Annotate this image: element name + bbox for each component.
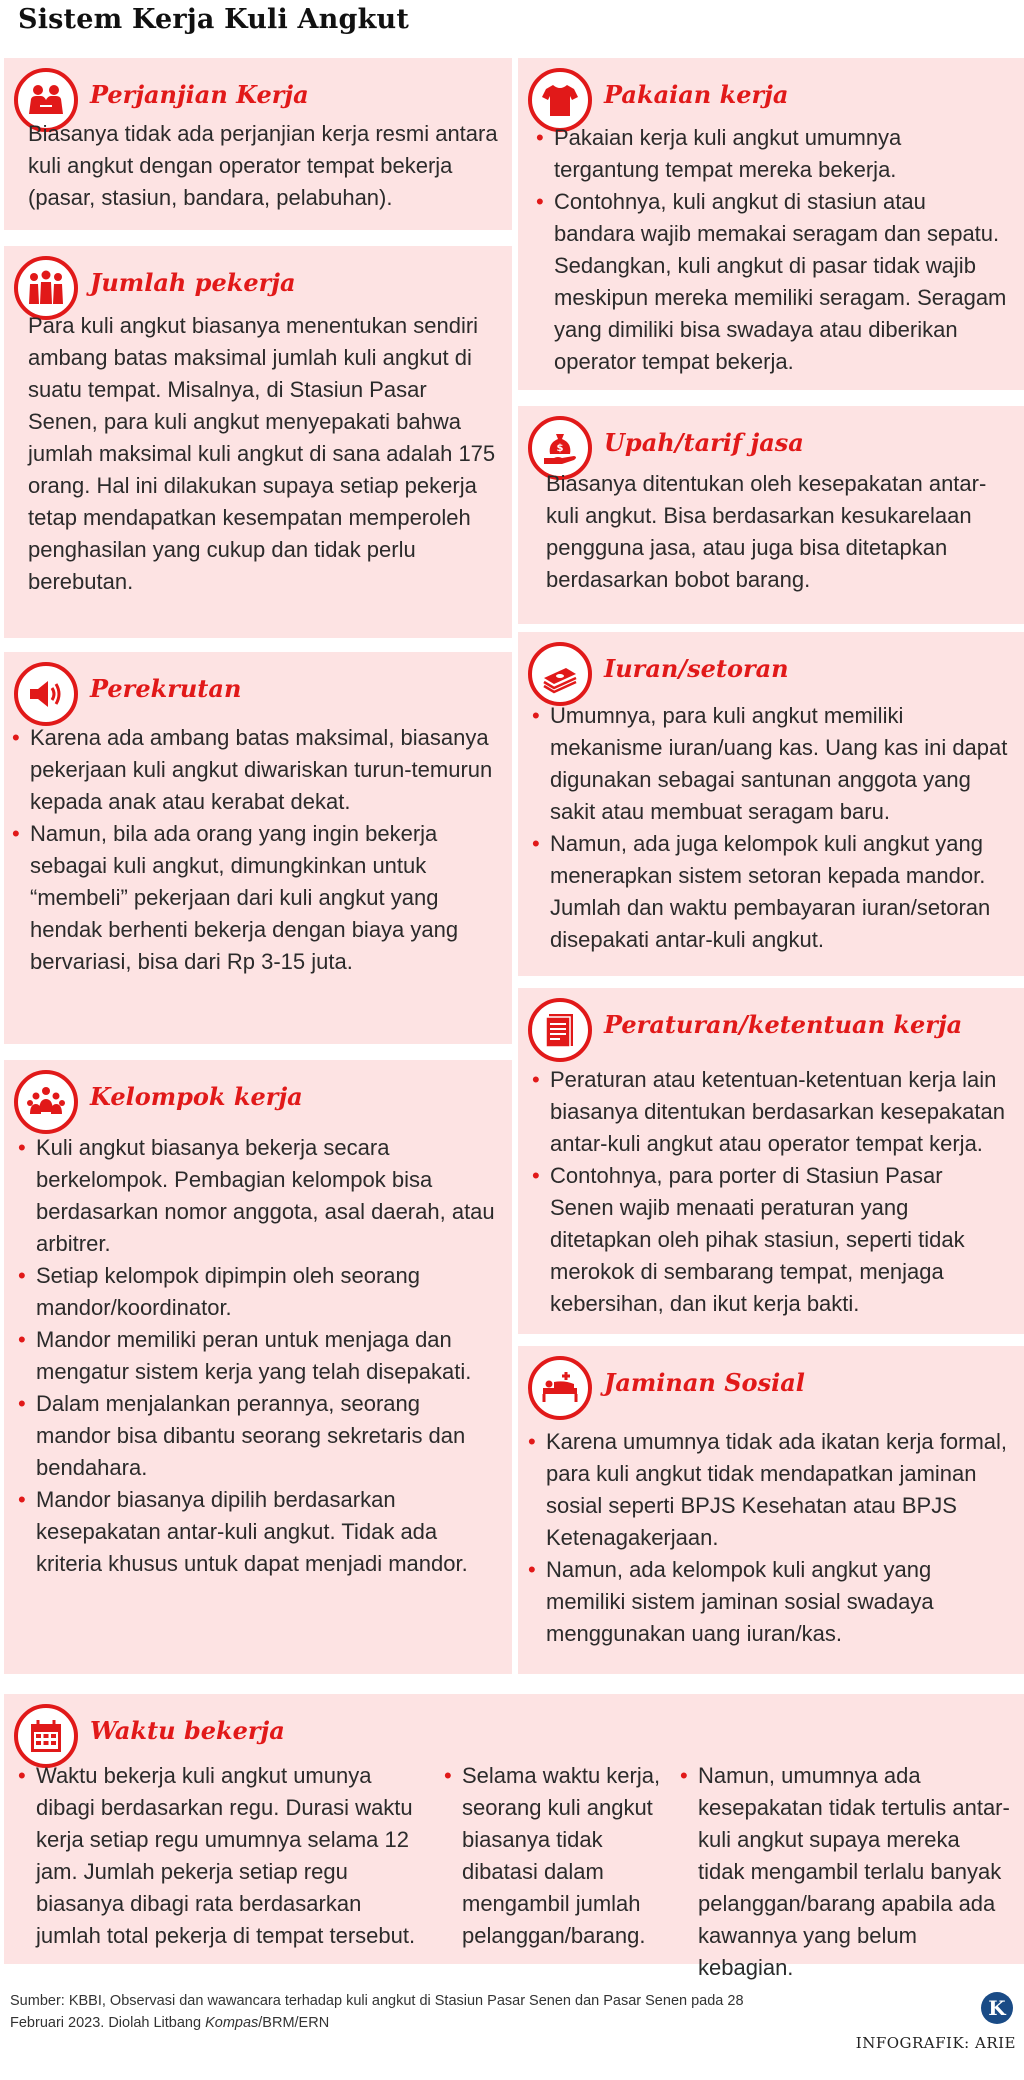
source-italic: Kompas: [205, 2015, 259, 2031]
section-text: Biasanya ditentukan oleh kesepakatan antar-kuli angkut. Bisa berdasarkan kesukarelaan pengguna jasa, atau juga bisa ditetapkan berdasarkan bobot barang.: [546, 471, 987, 592]
list-item: • Dalam menjalankan perannya, seorang mandor bisa dibantu seorang sekretaris dan bendahara.: [18, 1388, 498, 1484]
list-item: • Namun, ada kelompok kuli angkut yang memiliki sistem jaminan sosial swadaya menggunakan uang iuran/kas.: [528, 1554, 1010, 1650]
document-icon: [528, 998, 592, 1062]
section-heading: Perekrutan: [90, 674, 242, 703]
card-peraturan-kerja: [518, 988, 1024, 1334]
infographic-credit: INFOGRAFIK: ARIE: [855, 2034, 1016, 2052]
list-item: • Namun, ada juga kelompok kuli angkut yang menerapkan sistem setoran kepada mandor. Jumlah dan waktu pembayaran iuran/setoran disepakati antar-kuli angkut.: [532, 828, 1010, 956]
kompas-logo: K: [981, 1992, 1013, 2024]
section-heading: Kelompok kerja: [90, 1082, 303, 1111]
list-item: • Umumnya, para kuli angkut memiliki mekanisme iuran/uang kas. Uang kas ini dapat digunakan sebagai santunan anggota yang sakit atau membuat seragam baru.: [532, 700, 1010, 828]
list-item: • Contohnya, kuli angkut di stasiun atau bandara wajib memakai seragam dan sepatu. Sedangkan, kuli angkut di pasar tidak wajib meskipun mereka memiliki seragam. Seragam yang dimiliki bisa swadaya atau diberikan operator tempat bekerja.: [536, 186, 1010, 378]
list-item: • Karena umumnya tidak ada ikatan kerja formal, para kuli angkut tidak mendapatkan jaminan sosial seperti BPJS Kesehatan atau BPJS Ketenagakerjaan.: [528, 1426, 1010, 1554]
section-bullets: [12, 722, 498, 978]
list-item: • Selama waktu kerja, seorang kuli angkut biasanya tidak dibatasi dalam mengambil jumlah pelanggan/barang.: [444, 1760, 674, 1952]
card-iuran-setoran: [518, 632, 1024, 976]
section-heading: Jumlah pekerja: [90, 268, 296, 297]
svg-text:$: $: [556, 443, 564, 454]
section-text: Para kuli angkut biasanya menentukan sendiri ambang batas maksimal jumlah kuli angkut di suatu tempat. Misalnya, di Stasiun Pasar Senen, para kuli angkut menyepakati bahwa jumlah maksimal kuli angkut di sana adalah 175 orang. Hal ini dilakukan supaya setiap pekerja tetap mendapatkan kesempatan memperoleh penghasilan yang cukup dan tidak perlu berebutan.: [28, 313, 496, 594]
section-heading: Peraturan/ketentuan kerja: [604, 1010, 963, 1039]
section-bullets: [18, 1132, 498, 1580]
list-item: • Peraturan atau ketentuan-ketentuan kerja lain biasanya ditentukan berdasarkan kesepakatan antar-kuli angkut atau operator tempat kerja.: [532, 1064, 1010, 1160]
source-note: [10, 1990, 770, 2034]
list-item: • Contohnya, para porter di Stasiun Pasar Senen wajib menaati peraturan yang ditetapkan oleh pihak stasiun, seperti tidak merokok di sembarang tempat, menjaga kebersihan, dan ikut kerja bakti.: [532, 1160, 1010, 1320]
megaphone-icon: [14, 662, 78, 726]
card-kelompok-kerja: [4, 1060, 512, 1674]
source-suffix: /BRM/ERN: [258, 2015, 330, 2031]
list-item: • Waktu bekerja kuli angkut umunya dibagi berdasarkan regu. Durasi waktu kerja setiap regu umumnya selama 12 jam. Jumlah pekerja setiap regu biasanya dibagi rata berdasarkan jumlah total pekerja di tempat tersebut.: [18, 1760, 428, 1952]
cash-stack-icon: [528, 642, 592, 706]
section-heading: Iuran/setoran: [604, 654, 789, 683]
section-heading: Upah/tarif jasa: [604, 428, 804, 457]
list-item: • Mandor biasanya dipilih berdasarkan kesepakatan antar-kuli angkut. Tidak ada kriteria khusus untuk dapat menjadi mandor.: [18, 1484, 498, 1580]
list-item: • Karena ada ambang batas maksimal, biasanya pekerjaan kuli angkut diwariskan turun-temurun kepada anak atau kerabat dekat.: [12, 722, 498, 818]
group-icon: [14, 1070, 78, 1134]
section-bullets-col-1: [18, 1760, 428, 1952]
section-bullets: [528, 1426, 1010, 1650]
list-item: • Mandor memiliki peran untuk menjaga dan mengatur sistem kerja yang telah disepakati.: [18, 1324, 498, 1388]
card-jaminan-sosial: [518, 1346, 1024, 1674]
section-heading: Pakaian kerja: [604, 80, 789, 109]
section-bullets: [532, 700, 1010, 956]
section-heading: Perjanjian Kerja: [90, 80, 309, 109]
card-pakaian-kerja: [518, 58, 1024, 390]
list-item: • Namun, umumnya ada kesepakatan tidak tertulis antar- kuli angkut supaya mereka tidak mengambil terlalu banyak pelanggan/barang apabila ada kawannya yang belum kebagian.: [680, 1760, 1012, 1984]
list-item: • Setiap kelompok dipimpin oleh seorang mandor/koordinator.: [18, 1260, 498, 1324]
list-item: • Pakaian kerja kuli angkut umumnya tergantung tempat mereka bekerja.: [536, 122, 1010, 186]
section-bullets-col-2: [444, 1760, 674, 1952]
card-waktu-bekerja: [4, 1694, 1024, 1980]
card-perjanjian-kerja: [4, 58, 512, 230]
hospital-bed-icon: [528, 1356, 592, 1420]
source-prefix: Sumber: KBBI, Observasi dan wawancara terhadap kuli angkut di Stasiun Pasar Senen dan Pasar Senen pada 28 Februari 2023. Diolah Litbang: [10, 1993, 744, 2031]
section-heading: Waktu bekerja: [90, 1716, 285, 1745]
calendar-icon: [14, 1704, 78, 1768]
list-item: • Namun, bila ada orang yang ingin bekerja sebagai kuli angkut, dimungkinkan untuk “membeli” pekerjaan dari kuli angkut yang hendak berhenti bekerja dengan biaya yang bervariasi, bisa dari Rp 3-15 juta.: [12, 818, 498, 978]
section-heading: Jaminan Sosial: [604, 1368, 805, 1397]
section-text: Biasanya tidak ada perjanjian kerja resmi antara kuli angkut dengan operator tempat bekerja (pasar, stasiun, bandara, pelabuhan).: [28, 121, 498, 210]
section-bullets: [536, 122, 1010, 378]
card-jumlah-pekerja: [4, 246, 512, 638]
card-perekrutan: [4, 652, 512, 1044]
section-bullets-col-3: [680, 1760, 1012, 1984]
page-title: Sistem Kerja Kuli Angkut: [18, 4, 410, 35]
card-upah-tarif-jasa: [518, 406, 1024, 624]
section-bullets: [532, 1064, 1010, 1320]
list-item: • Kuli angkut biasanya bekerja secara berkelompok. Pembagian kelompok bisa berdasarkan nomor anggota, asal daerah, atau arbitrer.: [18, 1132, 498, 1260]
